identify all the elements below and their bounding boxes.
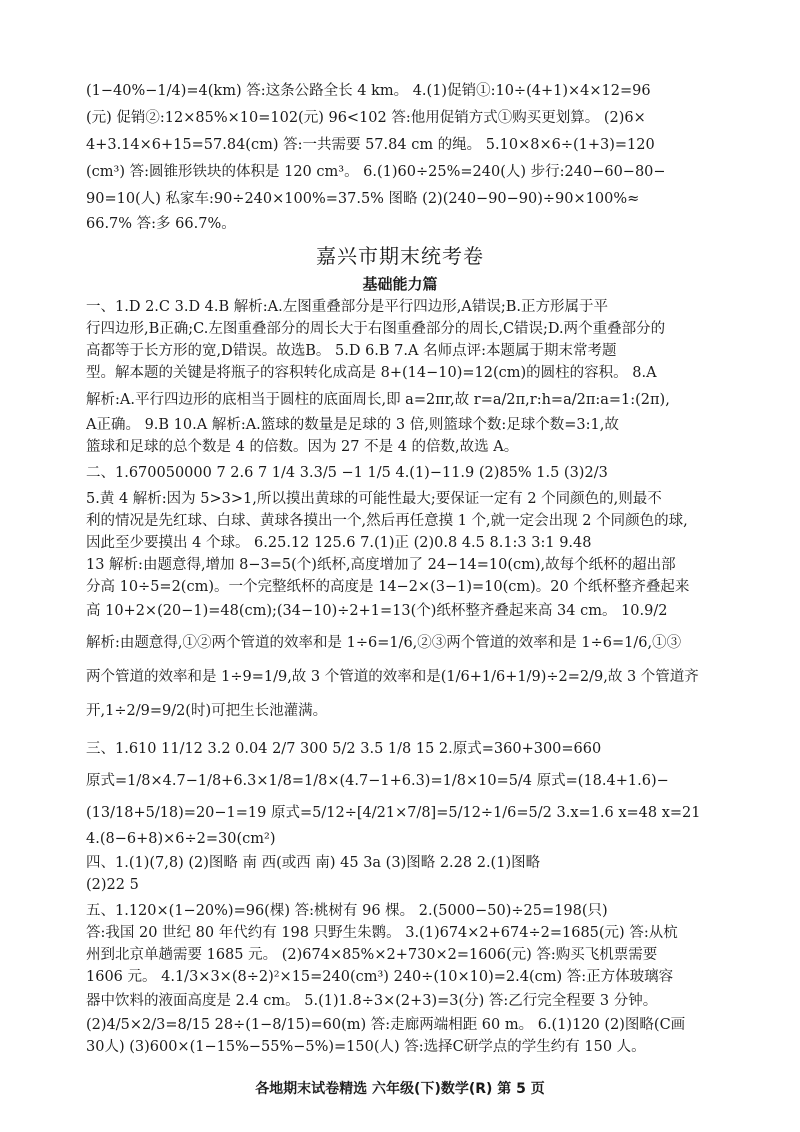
text-line: 一、1.D 2.C 3.D 4.B 解析:A.左图重叠部分是平行四边形,A错误;B.正方形属于平 bbox=[86, 299, 608, 315]
text-line: 分高 10÷5=2(cm)。一个完整纸杯的高度是 14−2×(3−1)=10(cm)。20 个纸杯整齐叠起来 bbox=[86, 579, 690, 595]
text-line: 因此至少要摸出 4 个球。 6.25.12 125.6 7.(1)正 (2)0.8 4.5 8.1:3 3:1 9.48 bbox=[86, 535, 592, 551]
text-line: 5.黄 4 解析:因为 5>3>1,所以摸出黄球的可能性最大;要保证一定有 2 个同颜色的,则最不 bbox=[86, 491, 662, 507]
text-line: 篮球和足球的总个数是 4 的倍数。因为 27 不是 4 的倍数,故选 A。 bbox=[86, 439, 519, 455]
text-line: (cm³) 答:圆锥形铁块的体积是 120 cm³。 6.(1)60÷25%=240(人) 步行:240−60−80− bbox=[86, 164, 666, 180]
text-line: 90=10(人) 私家车:90÷240×100%=37.5% 图略 (2)(240−90−90)÷90×100%≈ bbox=[86, 191, 640, 207]
text-line: 4.(8−6+8)×6÷2=30(cm²) bbox=[86, 831, 276, 847]
text-line: 66.7% 答:多 66.7%。 bbox=[86, 216, 236, 232]
text-line: (元) 促销②:12×85%×10=102(元) 96<102 答:他用促销方式①购买更划算。 (2)6× bbox=[86, 110, 646, 126]
text-line: (1−40%−1/4)=4(km) 答:这条公路全长 4 km。 4.(1)促销①:10÷(4+1)×4×12=96 bbox=[86, 83, 651, 99]
text-line: (2)22 5 bbox=[86, 877, 139, 893]
text-line: 1606 元。 4.1/3×3×(8÷2)²×15=240(cm³) 240÷(10×10)=2.4(cm) 答:正方体玻璃容 bbox=[86, 969, 674, 985]
section-subtitle: 基础能力篇 bbox=[362, 275, 438, 293]
text-line: 4+3.14×6+15=57.84(cm) 答:一共需要 57.84 cm 的绳。 5.10×8×6÷(1+3)=120 bbox=[86, 137, 655, 153]
section-title: 嘉兴市期末统考卷 bbox=[316, 244, 484, 268]
text-line: 二、1.670050000 7 2.6 7 1/4 3.3/5 −1 1/5 4.(1)−11.9 (2)85% 1.5 (3)2/3 bbox=[86, 465, 608, 481]
text-line: 答:我国 20 世纪 80 年代约有 198 只野生朱鹮。 3.(1)674×2+674÷2=1685(元) 答:从杭 bbox=[86, 925, 678, 941]
text-line: 四、1.(1)(7,8) (2)图略 南 西(或西 南) 45 3a (3)图略 2.28 2.(1)图略 bbox=[86, 855, 541, 871]
text-line: 高都等于长方形的宽,D错误。故选B。 5.D 6.B 7.A 名师点评:本题属于期末常考题 bbox=[86, 343, 617, 359]
text-line: 型。解本题的关键是将瓶子的容积转化成高是 8+(14−10)=12(cm)的圆柱的容积。 8.A bbox=[86, 365, 657, 381]
text-line: 解析:A.平行四边形的底相当于圆柱的底面周长,即 a=2πr,故 r=a/2π,r:h=a/2π:a=1:(2π), bbox=[86, 392, 670, 408]
text-line: 高 10+2×(20−1)=48(cm);(34−10)÷2+1=13(个)纸杯整齐叠起来高 34 cm。 10.9/2 bbox=[86, 603, 668, 619]
page-footer: 各地期末试卷精选 六年级(下)数学(R) 第 5 页 bbox=[255, 1081, 545, 1097]
text-line: 州到北京单趟需要 1685 元。 (2)674×85%×2+730×2=1606(元) 答:购买飞机票需要 bbox=[86, 947, 658, 963]
text-line: 30人) (3)600×(1−15%−55%−5%)=150(人) 答:选择C研学点的学生约有 150 人。 bbox=[86, 1039, 646, 1055]
text-line: 三、1.610 11/12 3.2 0.04 2/7 300 5/2 3.5 1/8 15 2.原式=360+300=660 bbox=[86, 741, 602, 757]
text-line: 13 解析:由题意得,增加 8−3=5(个)纸杯,高度增加了 24−14=10(cm),故每个纸杯的超出部 bbox=[86, 557, 676, 573]
text-line: A正确。 9.B 10.A 解析:A.篮球的数量是足球的 3 倍,则篮球个数:足球个数=3:1,故 bbox=[86, 417, 619, 433]
text-line: 开,1÷2/9=9/2(时)可把生长池灌满。 bbox=[86, 703, 328, 719]
text-line: 利的情况是先红球、白球、黄球各摸出一个,然后再任意摸 1 个,就一定会出现 2 个同颜色的球, bbox=[86, 513, 688, 529]
text-line: (13/18+5/18)=20−1=19 原式=5/12÷[4/21×7/8]=5/12÷1/6=5/2 3.x=1.6 x=48 x=21 bbox=[86, 805, 701, 821]
text-line: 原式=1/8×4.7−1/8+6.3×1/8=1/8×(4.7−1+6.3)=1/8×10=5/4 原式=(18.4+1.6)− bbox=[86, 773, 669, 789]
text-line: (2)4/5×2/3=8/15 28÷(1−8/15)=60(m) 答:走廊两端相距 60 m。 6.(1)120 (2)图略(C画 bbox=[86, 1017, 686, 1033]
text-line: 行四边形,B正确;C.左图重叠部分的周长大于右图重叠部分的周长,C错误;D.两个重叠部分的 bbox=[86, 321, 666, 337]
text-line: 解析:由题意得,①②两个管道的效率和是 1÷6=1/6,②③两个管道的效率和是 1÷6=1/6,①③ bbox=[86, 635, 682, 651]
text-line: 器中饮料的液面高度是 2.4 cm。 5.(1)1.8÷3×(2+3)=3(分) 答:乙行完全程要 3 分钟。 bbox=[86, 993, 658, 1009]
text-line: 两个管道的效率和是 1÷9=1/9,故 3 个管道的效率和是(1/6+1/6+1/9)÷2=2/9,故 3 个管道齐 bbox=[86, 669, 699, 685]
text-line: 五、1.120×(1−20%)=96(棵) 答:桃树有 96 棵。 2.(5000−50)÷25=198(只) bbox=[86, 903, 608, 919]
